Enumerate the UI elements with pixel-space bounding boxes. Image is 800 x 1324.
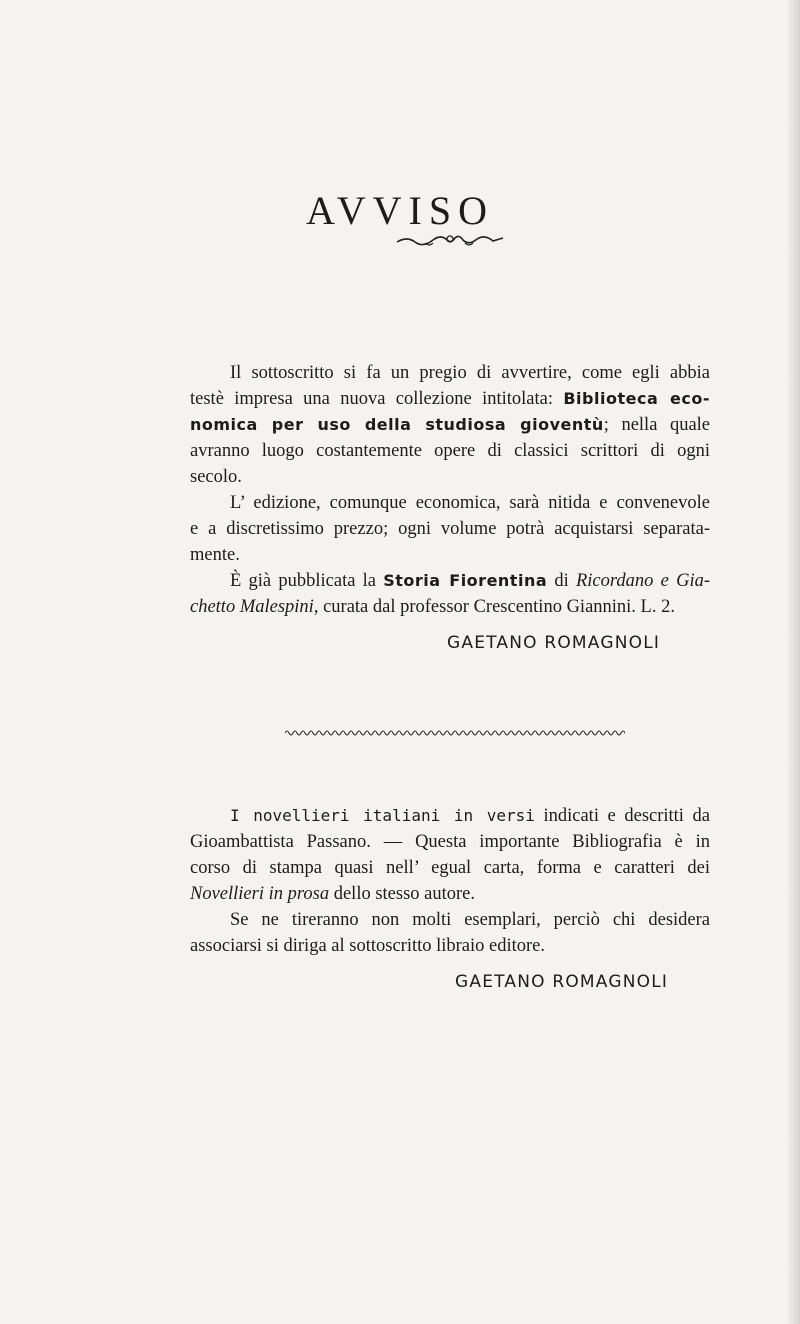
notice2-line-4 xyxy=(190,881,710,907)
emphasis-text: I novellieri italiani in versi xyxy=(230,806,535,825)
italic-text: Ricordano e Gia- xyxy=(575,571,710,591)
notice1-line-6 xyxy=(190,490,710,516)
body-text: corso di stampa quasi nell’ egual carta, forma e caratteri dei xyxy=(190,858,710,878)
body-text: Se ne tireranno non molti esemplari, perciò chi desidera xyxy=(230,910,710,930)
body-text: avranno luogo costantemente opere di classici scrittori di ogni xyxy=(190,441,710,461)
notice1-line-7 xyxy=(190,516,710,542)
notice2-line-2 xyxy=(190,829,710,855)
notice1-line-3 xyxy=(190,412,710,438)
emphasis-text: Biblioteca eco- xyxy=(563,389,710,408)
italic-text: Novellieri in prosa xyxy=(190,884,330,904)
notice1-line-9 xyxy=(190,568,710,594)
body-text: È già pubblicata la xyxy=(230,571,384,591)
body-text: ; nella quale xyxy=(603,415,711,435)
notice1-line-10 xyxy=(190,594,710,620)
body-text: secolo. xyxy=(190,467,242,487)
signature-2: GAETANO ROMAGNOLI xyxy=(455,972,669,992)
signature-1: GAETANO ROMAGNOLI xyxy=(447,633,661,653)
notice1-line-8 xyxy=(190,542,710,568)
notice2-line-5 xyxy=(190,907,710,933)
body-text: indicati e descritti da xyxy=(534,806,711,826)
emphasis-text: Storia Fiorentina xyxy=(383,571,548,590)
notice2-line-6 xyxy=(190,933,710,959)
body-text: Gioambattista Passano. — Questa importante Bibliografia è in xyxy=(190,832,710,852)
notice1-line-2 xyxy=(190,386,710,412)
body-text: e a discretissimo prezzo; ogni volume potrà acquistarsi separata- xyxy=(190,519,710,539)
notice2-line-1 xyxy=(190,803,710,829)
wavy-divider xyxy=(285,728,625,738)
notice2-line-3 xyxy=(190,855,710,881)
body-text: Il sottoscritto si fa un pregio di avvertire, come egli abbia xyxy=(230,363,710,383)
body-text: di xyxy=(547,571,576,591)
notice1-line-5 xyxy=(190,464,710,490)
italic-text: chetto Malespini xyxy=(190,597,314,617)
body-text: testè impresa una nuova collezione intitolata: xyxy=(190,389,564,409)
fleuron-ornament-icon xyxy=(395,230,505,250)
body-text: dello stesso autore. xyxy=(329,884,476,904)
body-text: L’ edizione, comunque economica, sarà nitida e convenevole xyxy=(230,493,710,513)
notice-title: AVVISO xyxy=(306,187,494,233)
emphasis-text: nomica per uso della studiosa gioventù xyxy=(190,415,604,434)
body-text: , curata dal professor Crescentino Giannini. L. 2. xyxy=(313,597,675,617)
body-text: associarsi si diriga al sottoscritto libraio editore. xyxy=(190,936,546,956)
notice1-line-1 xyxy=(190,360,710,386)
notice1-line-4 xyxy=(190,438,710,464)
body-text: mente. xyxy=(190,545,240,565)
